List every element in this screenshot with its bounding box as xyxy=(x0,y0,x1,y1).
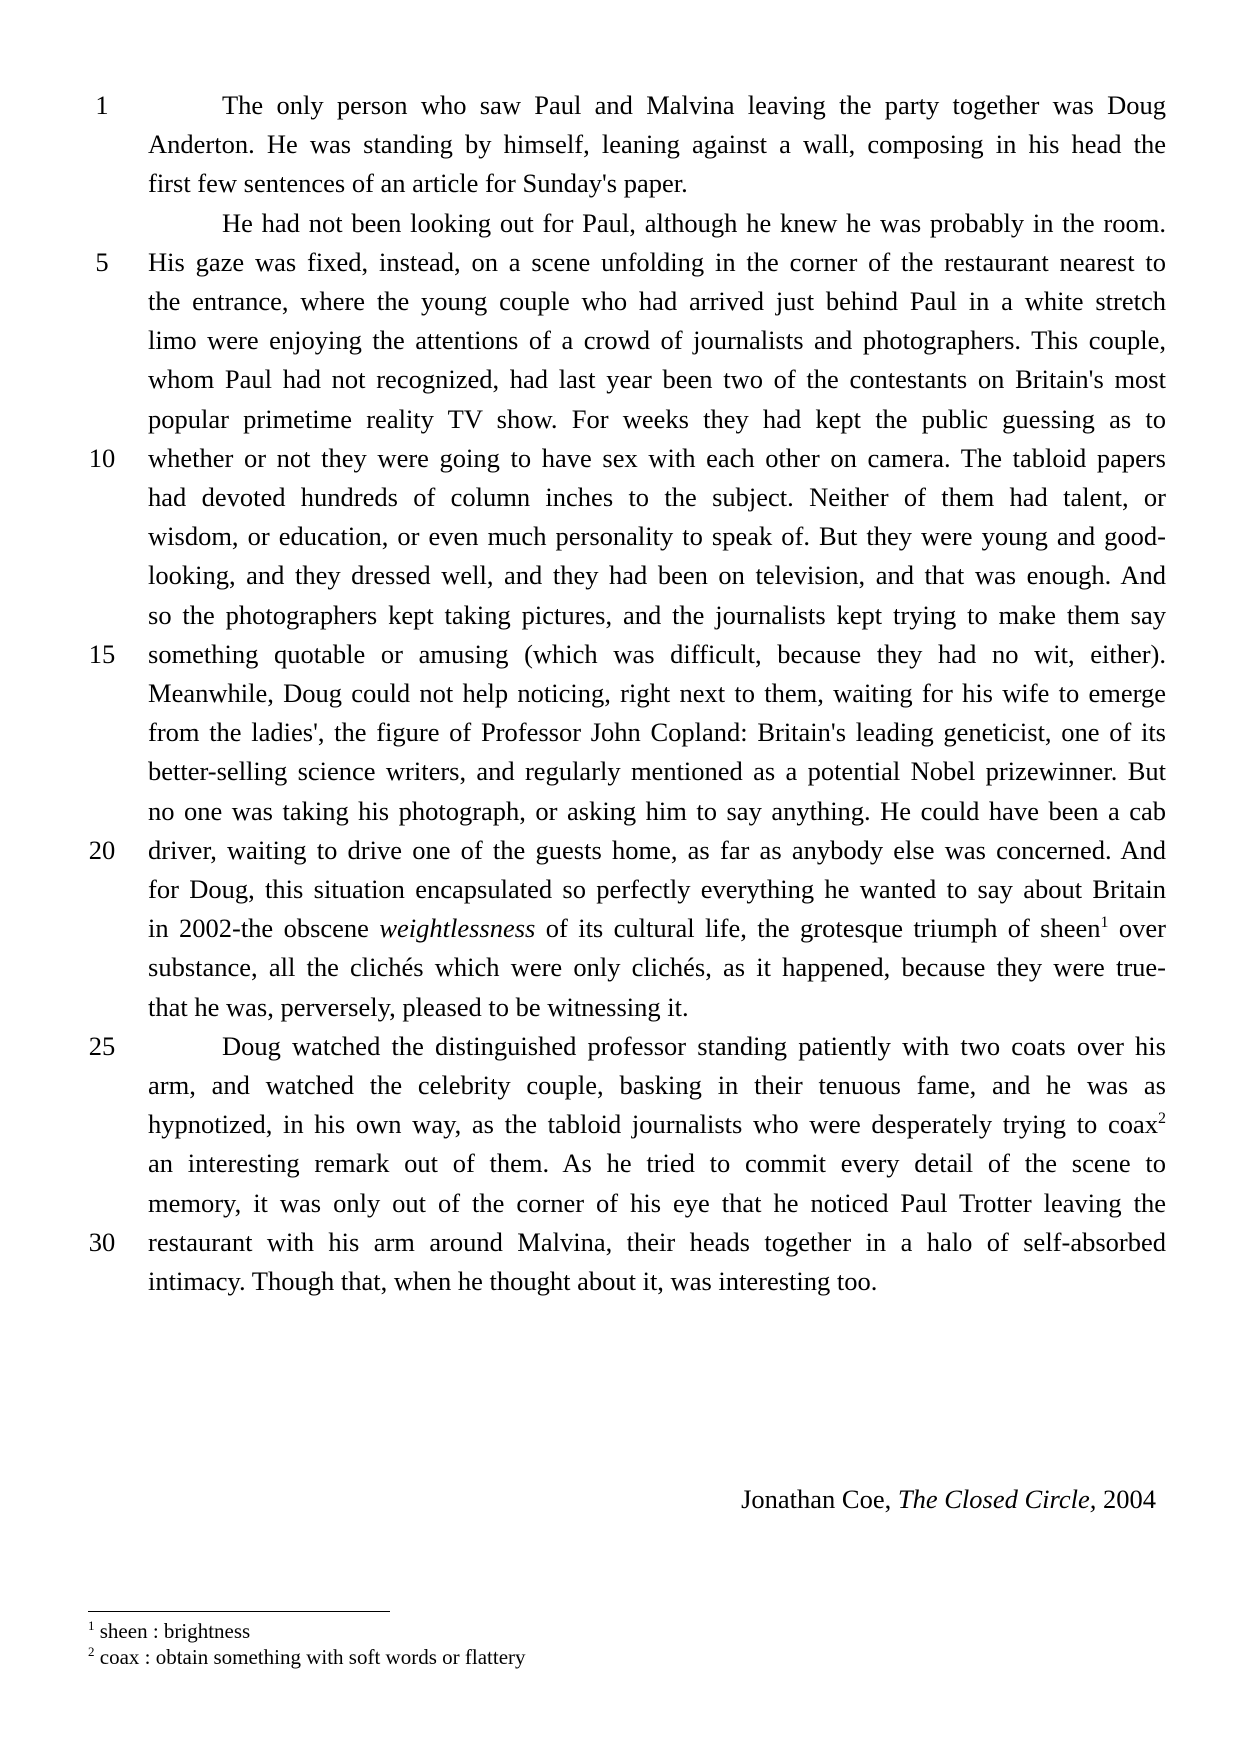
passage-line: His gaze was fixed, instead, on a scene unfolding in the corner of the restaurant nearest to xyxy=(148,247,1166,277)
passage-line: no one was taking his photograph, or asking him to say anything. He could have been a cab xyxy=(148,796,1166,826)
passage-line: from the ladies', the figure of Professor John Copland: Britain's leading geneticist, one of its xyxy=(148,717,1166,747)
line-number-10: 10 xyxy=(88,443,116,473)
footnote-ref-1: 1 xyxy=(1100,914,1109,932)
italic-word: weightlessness xyxy=(379,913,536,943)
attribution xyxy=(600,1477,1156,1521)
passage-line: substance, all the clichés which were only clichés, as it happened, because they were true- xyxy=(148,952,1166,982)
passage-line: wisdom, or education, or even much personality to speak of. But they were young and good- xyxy=(148,521,1166,551)
footnote-text: coax : obtain something with soft words or flattery xyxy=(94,1645,526,1669)
line-number-15: 15 xyxy=(88,639,116,669)
passage-line: arm, and watched the celebrity couple, basking in their tenuous fame, and he was as xyxy=(148,1070,1166,1100)
footnote-divider xyxy=(88,1611,390,1612)
passage-line: better-selling science writers, and regularly mentioned as a potential Nobel prizewinner. But xyxy=(148,756,1166,786)
footnote-ref-2: 2 xyxy=(1158,1110,1166,1128)
passage-line: popular primetime reality TV show. For weeks they had kept the public guessing as to xyxy=(148,404,1166,434)
passage-line: The only person who saw Paul and Malvina leaving the party together was Doug xyxy=(222,90,1166,120)
passage-line: first few sentences of an article for Sunday's paper. xyxy=(148,168,688,198)
attribution-year: 2004 xyxy=(1096,1484,1156,1514)
footnote-text: sheen : brightness xyxy=(94,1619,251,1643)
passage-line: Doug watched the distinguished professor standing patiently with two coats over his xyxy=(222,1031,1166,1061)
passage-line: intimacy. Though that, when he thought about it, was interesting too. xyxy=(148,1266,878,1296)
passage-line: driver, waiting to drive one of the guests home, as far as anybody else was concerned. And xyxy=(148,835,1166,865)
passage-line: whom Paul had not recognized, had last year been two of the contestants on Britain's most xyxy=(148,364,1166,394)
passage-line xyxy=(148,906,1166,950)
passage-line: had devoted hundreds of column inches to the subject. Neither of them had talent, or xyxy=(148,482,1166,512)
passage-line: for Doug, this situation encapsulated so perfectly everything he wanted to say about Britain xyxy=(148,874,1166,904)
footnote-1 xyxy=(88,1618,888,1644)
passage-text: of its cultural life, the grotesque triumph of sheen xyxy=(535,913,1101,943)
line-number-1: 1 xyxy=(95,90,109,120)
line-number-20: 20 xyxy=(88,835,116,865)
passage-line: restaurant with his arm around Malvina, their heads together in a halo of self-absorbed xyxy=(148,1227,1166,1257)
passage-line: an interesting remark out of them. As he tried to commit every detail of the scene to xyxy=(148,1148,1166,1178)
passage-line: that he was, perversely, pleased to be witnessing it. xyxy=(148,992,689,1022)
passage-text: over xyxy=(1108,913,1166,943)
passage-line: memory, it was only out of the corner of his eye that he noticed Paul Trotter leaving the xyxy=(148,1188,1166,1218)
passage-line: something quotable or amusing (which was difficult, because they had no wit, either). xyxy=(148,639,1166,669)
line-number-30: 30 xyxy=(88,1227,116,1257)
passage-line: the entrance, where the young couple who had arrived just behind Paul in a white stretch xyxy=(148,286,1166,316)
line-number-25: 25 xyxy=(88,1031,116,1061)
passage-line: whether or not they were going to have sex with each other on camera. The tabloid papers xyxy=(148,443,1166,473)
footnote-mark: 1 xyxy=(88,1618,95,1633)
footnote-mark: 2 xyxy=(88,1644,95,1659)
passage-line: so the photographers kept taking pictures, and the journalists kept trying to make them say xyxy=(148,600,1166,630)
line-number-5: 5 xyxy=(95,247,109,277)
passage-line: He had not been looking out for Paul, although he knew he was probably in the room. xyxy=(222,208,1166,238)
attribution-author: Jonathan Coe, xyxy=(741,1484,898,1514)
passage-line: looking, and they dressed well, and they had been on television, and that was enough. And xyxy=(148,560,1166,590)
passage-line: limo were enjoying the attentions of a crowd of journalists and photographers. This couple, xyxy=(148,325,1166,355)
passage-line xyxy=(148,1102,1166,1146)
passage-text: in 2002-the obscene xyxy=(148,913,380,943)
passage-text: hypnotized, in his own way, as the tabloid journalists who were desperately trying to coax xyxy=(148,1109,1158,1139)
footnote-2 xyxy=(88,1644,888,1670)
passage-line: Anderton. He was standing by himself, leaning against a wall, composing in his head the xyxy=(148,129,1166,159)
passage-line: Meanwhile, Doug could not help noticing, right next to them, waiting for his wife to emerge xyxy=(148,678,1166,708)
attribution-title: The Closed Circle, xyxy=(897,1484,1097,1514)
